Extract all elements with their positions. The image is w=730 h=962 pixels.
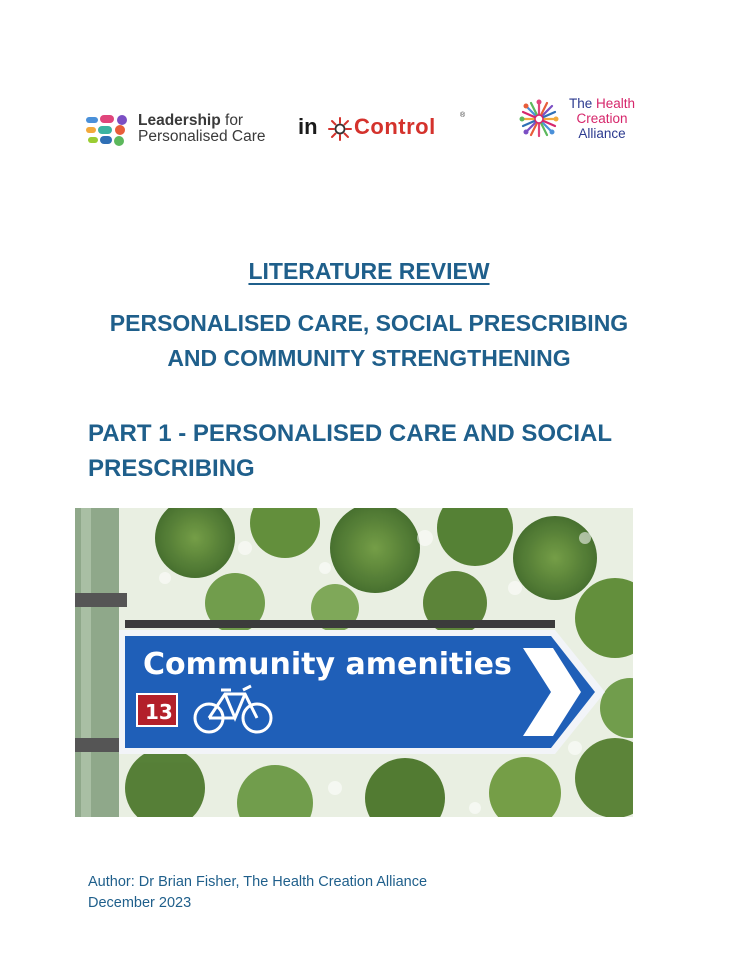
in-control-control: Control (354, 114, 436, 139)
author-line: Author: Dr Brian Fisher, The Health Creation Alliance (88, 874, 428, 890)
leadership-for-personalised-care-logo (86, 112, 276, 150)
cover-photo (75, 508, 633, 817)
hca-health: Health (595, 96, 636, 111)
lpc-for-word: for (220, 112, 244, 129)
title-line-1: PERSONALISED CARE, SOCIAL PRESCRIBING (109, 310, 629, 336)
health-creation-alliance-logo (518, 96, 648, 146)
part-title-line-2: PRESCRIBING (88, 455, 255, 482)
hca-figures-icon (518, 98, 560, 140)
starburst-icon (328, 117, 352, 141)
lpc-mark-icon (86, 115, 132, 147)
lpc-bold-word: Leadership (138, 112, 221, 129)
title-line-2: AND COMMUNITY STRENGTHENING (167, 345, 571, 371)
registered-mark: ® (460, 112, 466, 119)
document-heading: LITERATURE REVIEW (248, 258, 490, 284)
in-control-in: in (298, 114, 318, 139)
document-meta (88, 872, 427, 914)
part-title (88, 416, 688, 486)
document-title (0, 306, 730, 376)
sign-text: Community amenities (143, 647, 512, 682)
in-control-logo (298, 114, 488, 144)
lpc-line2: Personalised Care (138, 128, 266, 145)
hca-wordmark (562, 96, 642, 141)
hca-alliance: Alliance (578, 126, 626, 141)
lpc-wordmark (138, 113, 266, 145)
part-title-line-1: PART 1 - PERSONALISED CARE AND SOCIAL (88, 420, 613, 447)
hca-the: The (568, 96, 596, 111)
date-line: December 2023 (88, 895, 192, 911)
route-number: 13 (145, 700, 173, 724)
community-amenities-sign-photo (75, 508, 633, 817)
hca-creation: Creation (576, 111, 628, 126)
